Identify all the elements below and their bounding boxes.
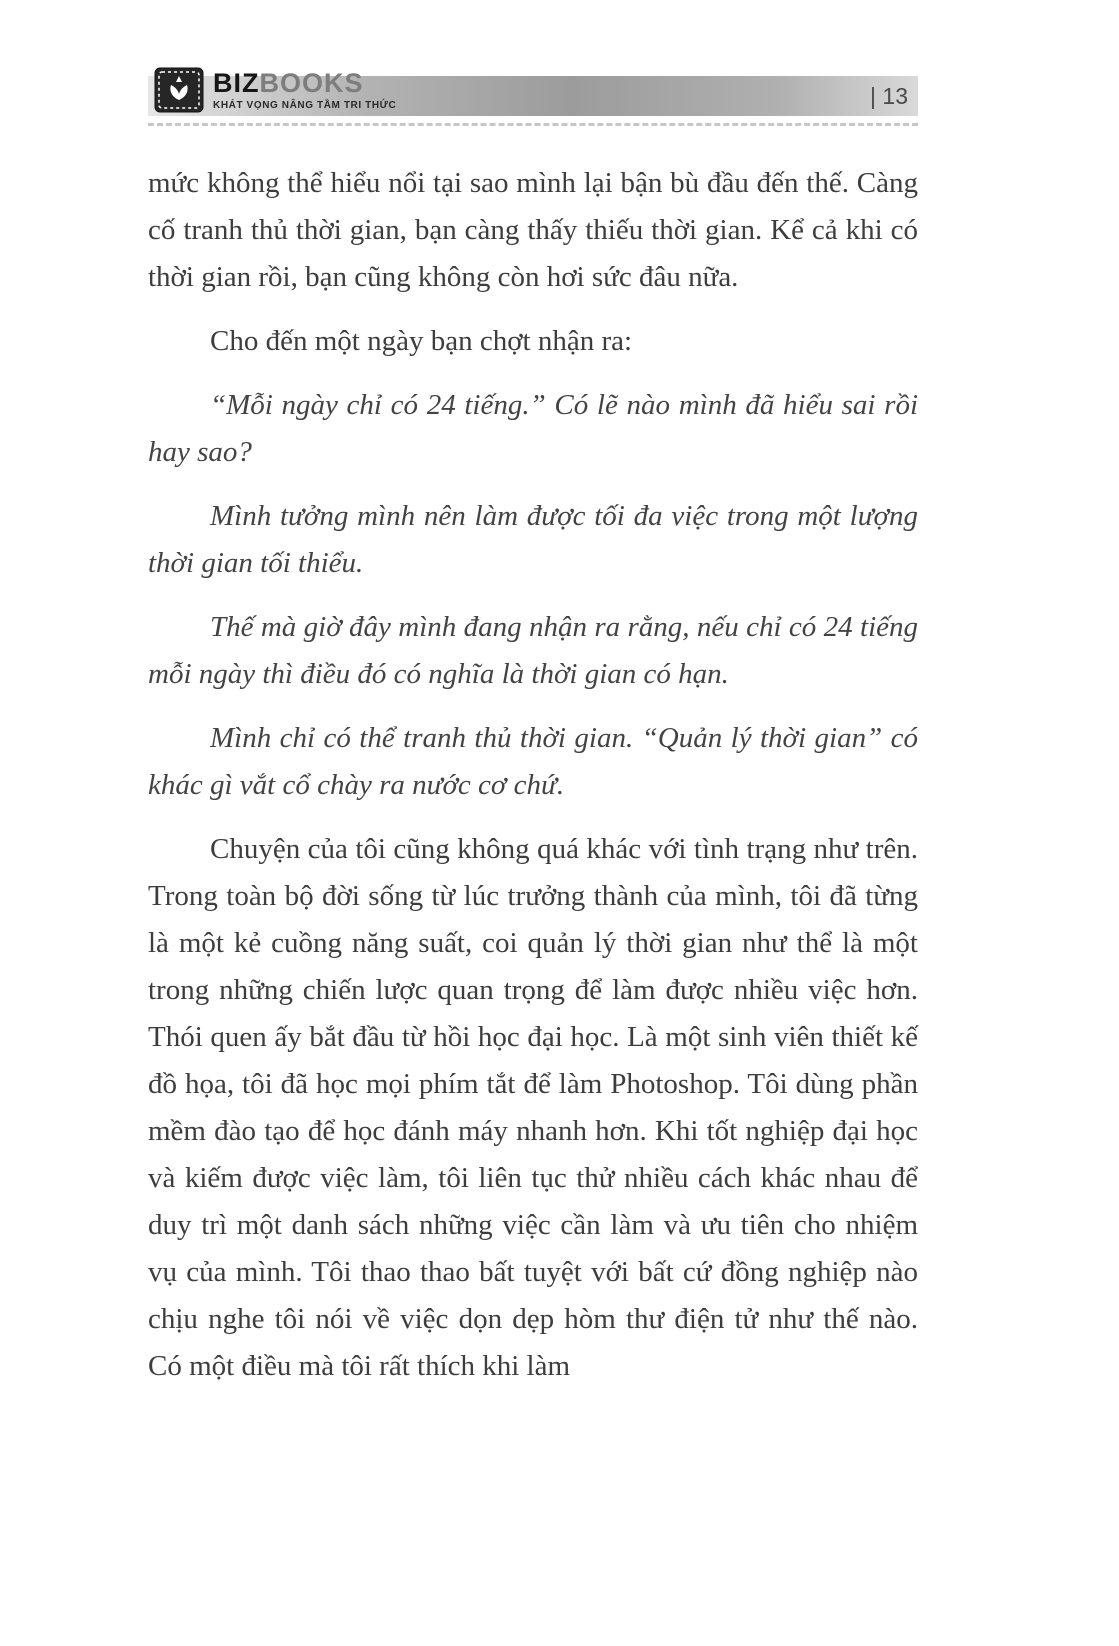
bizbooks-logo-text [213, 67, 397, 111]
paragraph: Chuyện của tôi cũng không quá khác với tình trạng như trên. Trong toàn bộ đời sống từ lúc trưởng thành của mình, tôi đã từng là một kẻ cuồng năng suất, coi quản lý thời gian như thể là một trong những chiến lược quan trọng để làm được nhiều việc hơn. Thói quen ấy bắt đầu từ hồi học đại học. Là một sinh viên thiết kế đồ họa, tôi đã học mọi phím tắt để làm Photoshop. Tôi dùng phần mềm đào tạo để học đánh máy nhanh hơn. Khi tốt nghiệp đại học và kiếm được việc làm, tôi liên tục thử nhiều cách khác nhau để duy trì một danh sách những việc cần làm và ưu tiên cho nhiệm vụ của mình. Tôi thao thao bất tuyệt với bất cứ đồng nghiệp nào chịu nghe tôi nói về việc dọn dẹp hòm thư điện tử như thế nào. Có một điều mà tôi rất thích khi làm [148, 833, 918, 1382]
page-number: | 13 [870, 82, 908, 109]
page-header [148, 67, 918, 126]
logo-tagline: KHÁT VỌNG NÂNG TẦM TRI THỨC [213, 99, 397, 111]
paragraph: Cho đến một ngày bạn chợt nhận ra: [210, 325, 633, 357]
paragraph: “Mỗi ngày chỉ có 24 tiếng.” Có lẽ nào mình đã hiểu sai rồi hay sao? [148, 389, 918, 468]
logo-biz-text: BIZ [213, 67, 260, 98]
paragraph: Mình chỉ có thể tranh thủ thời gian. “Quản lý thời gian” có khác gì vắt cổ chày ra nước cơ chứ. [148, 722, 918, 801]
page-body [148, 160, 918, 1407]
header-perforation-line [148, 123, 918, 126]
logo-books-text: BOOKS [259, 67, 364, 98]
header-bar [148, 67, 918, 116]
paragraph: Mình tưởng mình nên làm được tối đa việc trong một lượng thời gian tối thiểu. [148, 500, 918, 579]
bizbooks-logo [154, 67, 396, 113]
bizbooks-wordmark [213, 67, 396, 98]
paragraph: Thế mà giờ đây mình đang nhận ra rằng, nếu chỉ có 24 tiếng mỗi ngày thì điều đó có nghĩa là thời gian có hạn. [148, 611, 918, 690]
paragraph: mức không thể hiểu nổi tại sao mình lại bận bù đầu đến thế. Càng cố tranh thủ thời gian, bạn càng thấy thiếu thời gian. Kể cả khi có thời gian rồi, bạn cũng không còn hơi sức đâu nữa. [148, 167, 918, 293]
bizbooks-logo-icon [154, 67, 204, 113]
